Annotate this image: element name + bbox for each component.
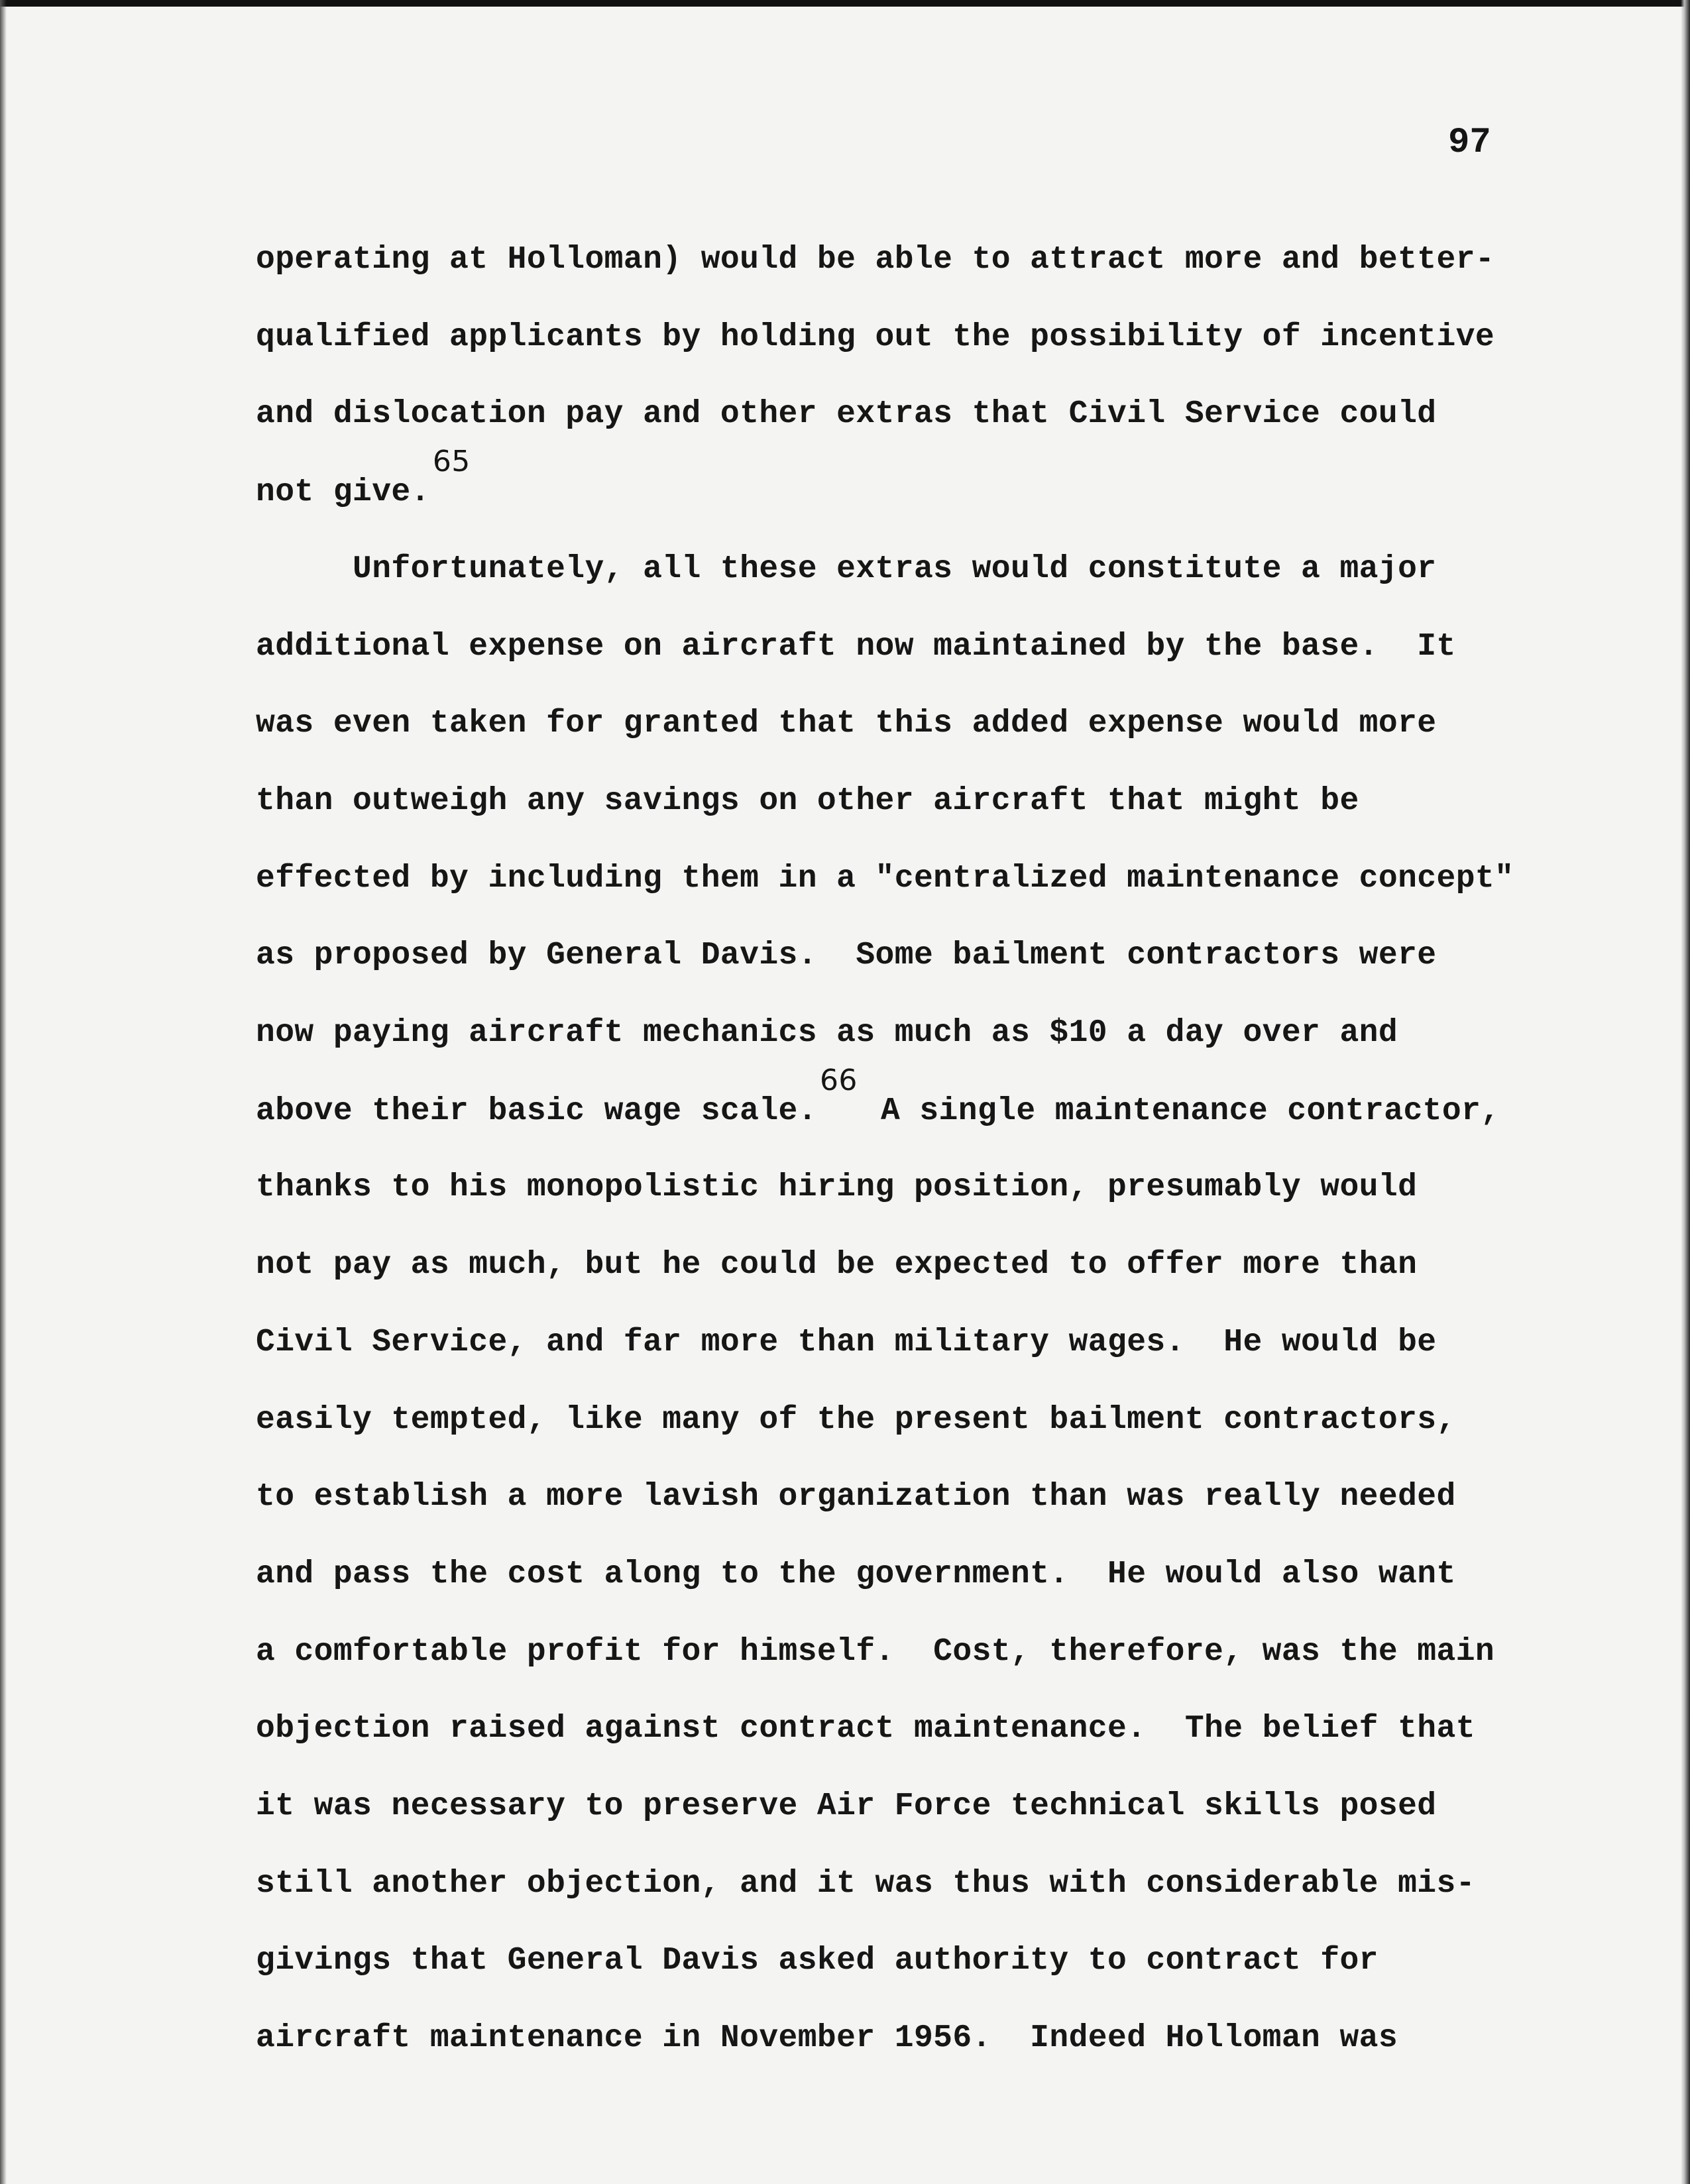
line-text: a comfortable profit for himself. Cost, therefore, was the main xyxy=(256,1633,1495,1670)
text-line xyxy=(256,1943,1379,1979)
line-text: to establish a more lavish organization than was really needed xyxy=(256,1479,1456,1515)
text-line xyxy=(256,445,475,511)
line-text: still another objection, and it was thus with considerable mis- xyxy=(256,1865,1475,1902)
text-line xyxy=(256,1866,1475,1902)
line-text: was even taken for granted that this added expense would more xyxy=(256,706,1437,742)
text-line xyxy=(256,1325,1437,1360)
line-text: above their basic wage scale. xyxy=(256,1093,817,1129)
text-line xyxy=(256,1402,1456,1438)
line-text: operating at Holloman) would be able to attract more and better- xyxy=(256,242,1495,278)
text-line xyxy=(256,1170,1417,1205)
line-text: Unfortunately, all these extras would constitute a major xyxy=(256,551,1437,587)
text-line xyxy=(256,396,1437,432)
line-text: easily tempted, like many of the present bailment contractors, xyxy=(256,1401,1456,1438)
text-line xyxy=(256,1063,1500,1129)
footnote-reference: 65 xyxy=(432,445,471,479)
line-text: than outweigh any savings on other aircraft that might be xyxy=(256,783,1359,819)
line-text: thanks to his monopolistic hiring position, presumably would xyxy=(256,1170,1418,1206)
text-line xyxy=(256,1247,1417,1283)
scan-border-right xyxy=(1681,0,1690,2184)
text-line xyxy=(256,551,1437,587)
line-text: effected by including them in a "centralized maintenance concept" xyxy=(256,860,1514,897)
scan-border-top xyxy=(0,0,1690,7)
line-text: not pay as much, but he could be expected to offer more than xyxy=(256,1247,1418,1283)
text-line xyxy=(256,706,1437,741)
text-line xyxy=(256,1479,1456,1515)
scan-border-left xyxy=(0,0,7,2184)
text-line xyxy=(256,938,1437,973)
footnote-reference: 66 xyxy=(819,1063,858,1097)
page-number: 97 xyxy=(1448,123,1491,163)
line-text: and dislocation pay and other extras that Civil Service could xyxy=(256,396,1437,433)
text-line xyxy=(256,861,1514,897)
line-text: aircraft maintenance in November 1956. Indeed Holloman was xyxy=(256,2020,1398,2057)
text-line xyxy=(256,1556,1456,1592)
text-line xyxy=(256,2020,1398,2056)
line-text: objection raised against contract maintenance. The belief that xyxy=(256,1711,1475,1747)
text-line xyxy=(256,1711,1475,1747)
line-text: givings that General Davis asked authority to contract for xyxy=(256,1943,1379,1979)
line-text: not give. xyxy=(256,474,430,511)
text-line xyxy=(256,319,1494,355)
line-text: it was necessary to preserve Air Force technical skills posed xyxy=(256,1788,1437,1824)
line-text: now paying aircraft mechanics as much as $10 a day over and xyxy=(256,1015,1398,1051)
text-line xyxy=(256,1634,1494,1670)
line-text: and pass the cost along to the government. He would also want xyxy=(256,1556,1456,1592)
text-line xyxy=(256,1788,1437,1824)
text-line xyxy=(256,783,1359,819)
text-line xyxy=(256,629,1456,665)
text-line xyxy=(256,1015,1398,1051)
line-text: additional expense on aircraft now maintained by the base. It xyxy=(256,628,1456,665)
line-text: as proposed by General Davis. Some bailment contractors were xyxy=(256,938,1437,974)
line-text: Civil Service, and far more than military wages. He would be xyxy=(256,1324,1437,1360)
text-line xyxy=(256,242,1494,278)
line-text: qualified applicants by holding out the possibility of incentive xyxy=(256,319,1495,355)
line-text-continued: A single maintenance contractor, xyxy=(861,1093,1500,1129)
